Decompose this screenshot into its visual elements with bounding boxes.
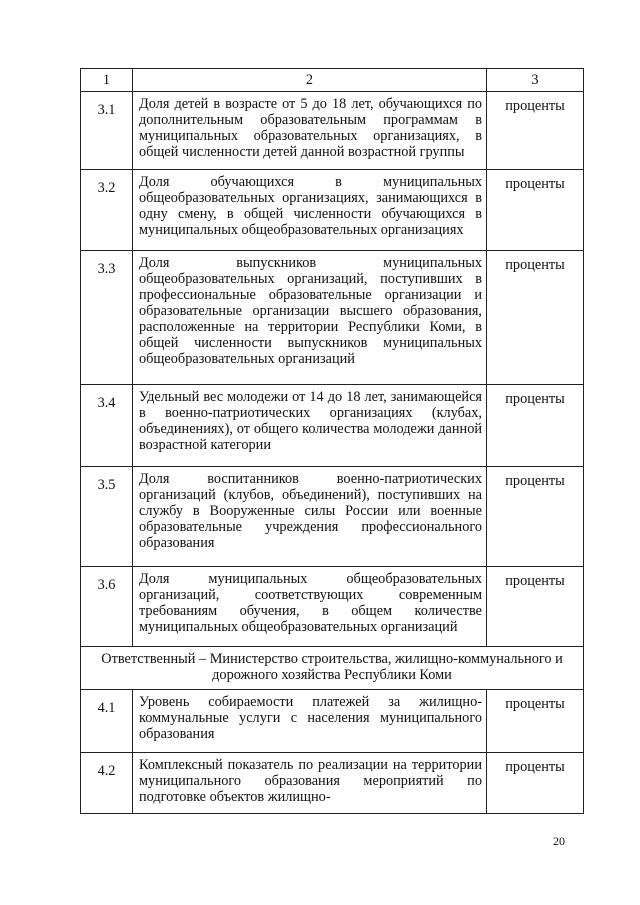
row-description: Уровень собираемости платежей за жилищно-коммунальные услуги с населения муниципального образования [133,690,487,753]
row-number: 3.5 [81,467,133,567]
row-number: 4.2 [81,753,133,814]
table-row [81,92,584,170]
row-description: Комплексный показатель по реализации на территории муниципального образования мероприятий по подготовке объектов жилищно- [133,753,487,814]
page-number: 20 [553,834,565,848]
table-row [81,753,584,814]
table-row [81,690,584,753]
indicators-table [80,68,584,814]
row-number: 3.2 [81,170,133,251]
section-row [81,647,584,690]
row-unit: проценты [487,170,584,251]
row-description: Доля выпускников муниципальных общеобразовательных организаций, поступивших в профессиональные образовательные организации и образовательные организации высшего образования, расположенные на территории Республики Коми, в общей численности выпускников муниципальных общеобразовательных организаций [133,251,487,385]
table-row [81,567,584,647]
row-description: Доля обучающихся в муниципальных общеобразовательных организациях, занимающихся в одну смену, в общей численности обучающихся в муниципальных общеобразовательных организациях [133,170,487,251]
row-unit: проценты [487,92,584,170]
row-description: Доля муниципальных общеобразовательных организаций, соответствующих современным требованиям обучения, в общем количестве муниципальных общеобразовательных организаций [133,567,487,647]
row-number: 3.6 [81,567,133,647]
table-row [81,251,584,385]
table-row [81,467,584,567]
row-number: 3.3 [81,251,133,385]
row-unit: проценты [487,690,584,753]
row-unit: проценты [487,467,584,567]
row-unit: проценты [487,385,584,467]
header-row [81,69,584,92]
row-number: 3.1 [81,92,133,170]
header-cell-1: 1 [81,69,133,92]
header-cell-3: 3 [487,69,584,92]
header-cell-2: 2 [133,69,487,92]
section-responsible-label: Ответственный – Министерство строительства, жилищно-коммунального и дорожного хозяйства Республики Коми [81,647,584,690]
row-description: Доля детей в возрасте от 5 до 18 лет, обучающихся по дополнительным образовательным программам в муниципальных образовательных организациях, в общей численности детей данной возрастной группы [133,92,487,170]
row-description: Удельный вес молодежи от 14 до 18 лет, занимающейся в военно-патриотических организациях (клубах, объединениях), от общего количества молодежи данной возрастной категории [133,385,487,467]
row-unit: проценты [487,567,584,647]
row-number: 3.4 [81,385,133,467]
row-description: Доля воспитанников военно-патриотических организаций (клубов, объединений), поступивших на службу в Вооруженные силы России или военные образовательные учреждения профессионального образования [133,467,487,567]
row-unit: проценты [487,251,584,385]
table-row [81,170,584,251]
row-number: 4.1 [81,690,133,753]
table-row [81,385,584,467]
row-unit: проценты [487,753,584,814]
